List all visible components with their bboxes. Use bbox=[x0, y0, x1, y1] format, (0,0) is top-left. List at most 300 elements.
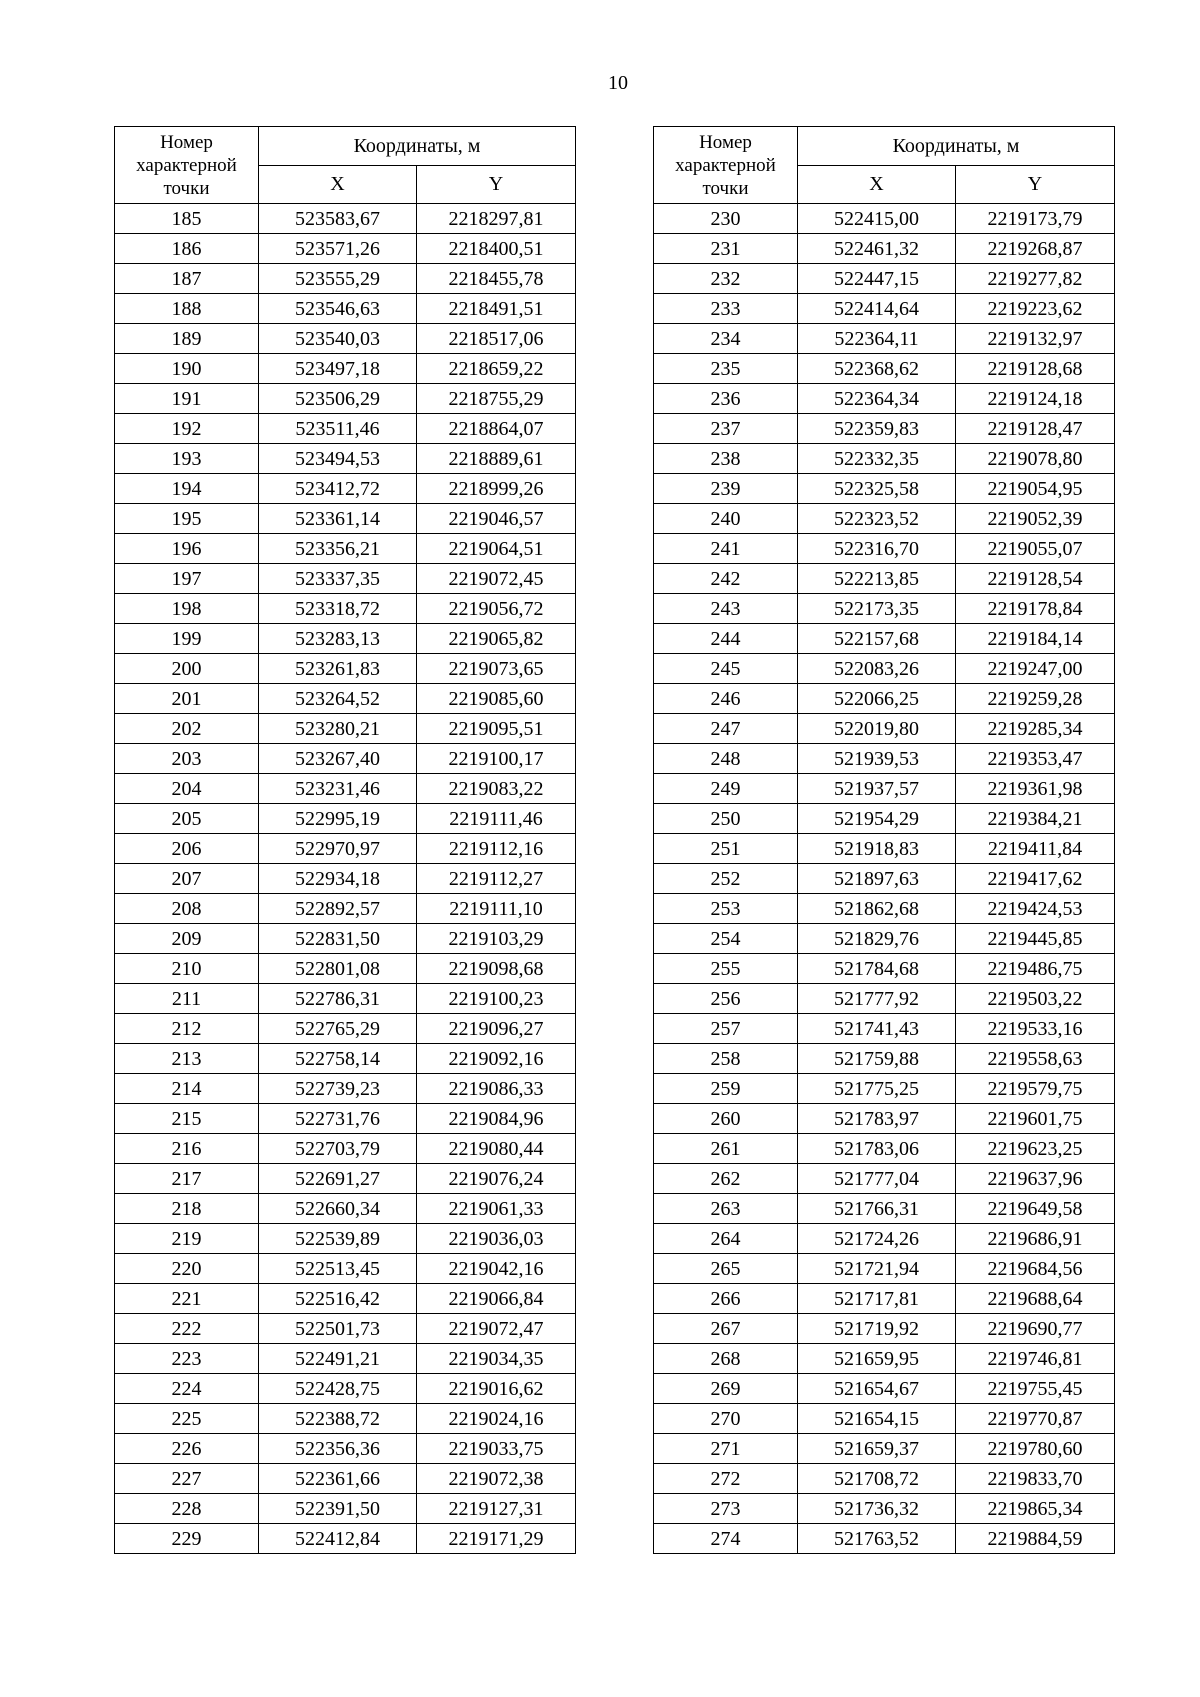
table-row bbox=[654, 1284, 1115, 1314]
x-coordinate-cell: 522213,85 bbox=[798, 564, 956, 594]
x-coordinate-cell: 522892,57 bbox=[259, 894, 417, 924]
y-coordinate-cell: 2219178,84 bbox=[956, 594, 1115, 624]
y-coordinate-cell: 2219112,27 bbox=[417, 864, 576, 894]
x-coordinate-cell: 521724,26 bbox=[798, 1224, 956, 1254]
point-number-cell: 224 bbox=[115, 1374, 259, 1404]
point-number-cell: 273 bbox=[654, 1494, 798, 1524]
coordinates-table-left bbox=[114, 126, 576, 1554]
y-coordinate-cell: 2219092,16 bbox=[417, 1044, 576, 1074]
table-row bbox=[654, 1254, 1115, 1284]
point-number-cell: 266 bbox=[654, 1284, 798, 1314]
point-number-header: Номер характерной точки bbox=[654, 127, 798, 204]
table-row bbox=[115, 1074, 576, 1104]
y-coordinate-cell: 2219084,96 bbox=[417, 1104, 576, 1134]
x-coordinate-cell: 522786,31 bbox=[259, 984, 417, 1014]
x-coordinate-cell: 522461,32 bbox=[798, 234, 956, 264]
point-number-cell: 227 bbox=[115, 1464, 259, 1494]
point-number-cell: 267 bbox=[654, 1314, 798, 1344]
table-row bbox=[115, 474, 576, 504]
x-coordinate-cell: 522332,35 bbox=[798, 444, 956, 474]
y-coordinate-cell: 2219111,10 bbox=[417, 894, 576, 924]
table-row bbox=[654, 504, 1115, 534]
point-number-cell: 230 bbox=[654, 204, 798, 234]
point-number-cell: 219 bbox=[115, 1224, 259, 1254]
y-coordinate-cell: 2219111,46 bbox=[417, 804, 576, 834]
x-coordinate-cell: 523318,72 bbox=[259, 594, 417, 624]
y-coordinate-cell: 2219601,75 bbox=[956, 1104, 1115, 1134]
y-coordinate-cell: 2219034,35 bbox=[417, 1344, 576, 1374]
y-coordinate-cell: 2218864,07 bbox=[417, 414, 576, 444]
y-coordinate-cell: 2219064,51 bbox=[417, 534, 576, 564]
table-row bbox=[115, 624, 576, 654]
table-row bbox=[115, 1014, 576, 1044]
x-coordinate-cell: 522758,14 bbox=[259, 1044, 417, 1074]
point-number-cell: 211 bbox=[115, 984, 259, 1014]
table-row bbox=[654, 774, 1115, 804]
x-coordinate-cell: 522765,29 bbox=[259, 1014, 417, 1044]
x-coordinate-cell: 523231,46 bbox=[259, 774, 417, 804]
y-coordinate-cell: 2219746,81 bbox=[956, 1344, 1115, 1374]
point-number-cell: 200 bbox=[115, 654, 259, 684]
point-number-cell: 249 bbox=[654, 774, 798, 804]
y-coordinate-cell: 2219865,34 bbox=[956, 1494, 1115, 1524]
x-coordinate-cell: 522083,26 bbox=[798, 654, 956, 684]
table-row bbox=[115, 354, 576, 384]
table-row bbox=[654, 1494, 1115, 1524]
x-coordinate-cell: 521775,25 bbox=[798, 1074, 956, 1104]
point-number-cell: 209 bbox=[115, 924, 259, 954]
point-number-cell: 213 bbox=[115, 1044, 259, 1074]
x-coordinate-cell: 521708,72 bbox=[798, 1464, 956, 1494]
point-number-cell: 207 bbox=[115, 864, 259, 894]
x-header: X bbox=[798, 165, 956, 204]
table-row bbox=[115, 804, 576, 834]
point-number-cell: 212 bbox=[115, 1014, 259, 1044]
y-coordinate-cell: 2219690,77 bbox=[956, 1314, 1115, 1344]
point-number-cell: 198 bbox=[115, 594, 259, 624]
y-coordinate-cell: 2219128,68 bbox=[956, 354, 1115, 384]
point-number-cell: 258 bbox=[654, 1044, 798, 1074]
y-coordinate-cell: 2219085,60 bbox=[417, 684, 576, 714]
table-row bbox=[654, 324, 1115, 354]
x-coordinate-cell: 521954,29 bbox=[798, 804, 956, 834]
y-coordinate-cell: 2219353,47 bbox=[956, 744, 1115, 774]
table-row bbox=[654, 354, 1115, 384]
point-number-cell: 233 bbox=[654, 294, 798, 324]
x-coordinate-cell: 522691,27 bbox=[259, 1164, 417, 1194]
x-coordinate-cell: 522428,75 bbox=[259, 1374, 417, 1404]
x-coordinate-cell: 521763,52 bbox=[798, 1524, 956, 1554]
point-number-cell: 185 bbox=[115, 204, 259, 234]
y-coordinate-cell: 2219411,84 bbox=[956, 834, 1115, 864]
table-row bbox=[115, 384, 576, 414]
table-row bbox=[115, 444, 576, 474]
y-coordinate-cell: 2219066,84 bbox=[417, 1284, 576, 1314]
y-coordinate-cell: 2219884,59 bbox=[956, 1524, 1115, 1554]
x-coordinate-cell: 523337,35 bbox=[259, 564, 417, 594]
table-row bbox=[115, 1404, 576, 1434]
x-coordinate-cell: 521939,53 bbox=[798, 744, 956, 774]
y-coordinate-cell: 2219285,34 bbox=[956, 714, 1115, 744]
point-number-cell: 268 bbox=[654, 1344, 798, 1374]
table-row bbox=[115, 894, 576, 924]
point-number-cell: 247 bbox=[654, 714, 798, 744]
table-row bbox=[654, 1224, 1115, 1254]
x-coordinate-cell: 522361,66 bbox=[259, 1464, 417, 1494]
y-coordinate-cell: 2218455,78 bbox=[417, 264, 576, 294]
x-coordinate-cell: 523511,46 bbox=[259, 414, 417, 444]
x-coordinate-cell: 523540,03 bbox=[259, 324, 417, 354]
y-coordinate-cell: 2219024,16 bbox=[417, 1404, 576, 1434]
point-number-cell: 270 bbox=[654, 1404, 798, 1434]
coordinates-table-right bbox=[653, 126, 1115, 1554]
table-row bbox=[654, 1374, 1115, 1404]
point-number-cell: 215 bbox=[115, 1104, 259, 1134]
point-number-cell: 238 bbox=[654, 444, 798, 474]
point-number-cell: 263 bbox=[654, 1194, 798, 1224]
table-row bbox=[115, 264, 576, 294]
point-number-cell: 218 bbox=[115, 1194, 259, 1224]
y-coordinate-cell: 2219100,17 bbox=[417, 744, 576, 774]
y-coordinate-cell: 2219080,44 bbox=[417, 1134, 576, 1164]
x-coordinate-cell: 521783,06 bbox=[798, 1134, 956, 1164]
x-coordinate-cell: 523267,40 bbox=[259, 744, 417, 774]
table-row bbox=[654, 1434, 1115, 1464]
table-row bbox=[654, 204, 1115, 234]
y-coordinate-cell: 2219623,25 bbox=[956, 1134, 1115, 1164]
x-coordinate-cell: 521937,57 bbox=[798, 774, 956, 804]
x-coordinate-cell: 523280,21 bbox=[259, 714, 417, 744]
x-coordinate-cell: 522388,72 bbox=[259, 1404, 417, 1434]
table-row bbox=[654, 1104, 1115, 1134]
y-coordinate-cell: 2219076,24 bbox=[417, 1164, 576, 1194]
point-number-cell: 223 bbox=[115, 1344, 259, 1374]
y-coordinate-cell: 2219688,64 bbox=[956, 1284, 1115, 1314]
x-coordinate-cell: 522173,35 bbox=[798, 594, 956, 624]
table-row bbox=[115, 1314, 576, 1344]
y-coordinate-cell: 2219558,63 bbox=[956, 1044, 1115, 1074]
y-header: Y bbox=[956, 165, 1115, 204]
y-coordinate-cell: 2219046,57 bbox=[417, 504, 576, 534]
table-row bbox=[654, 654, 1115, 684]
table-row bbox=[654, 384, 1115, 414]
table-row bbox=[654, 624, 1115, 654]
x-coordinate-cell: 521741,43 bbox=[798, 1014, 956, 1044]
y-coordinate-cell: 2219072,45 bbox=[417, 564, 576, 594]
point-number-cell: 251 bbox=[654, 834, 798, 864]
point-number-cell: 214 bbox=[115, 1074, 259, 1104]
table-row bbox=[654, 474, 1115, 504]
y-coordinate-cell: 2219056,72 bbox=[417, 594, 576, 624]
x-coordinate-cell: 522801,08 bbox=[259, 954, 417, 984]
table-row bbox=[654, 684, 1115, 714]
x-coordinate-cell: 521918,83 bbox=[798, 834, 956, 864]
point-number-cell: 186 bbox=[115, 234, 259, 264]
y-coordinate-cell: 2219124,18 bbox=[956, 384, 1115, 414]
y-coordinate-cell: 2219637,96 bbox=[956, 1164, 1115, 1194]
y-coordinate-cell: 2219247,00 bbox=[956, 654, 1115, 684]
y-coordinate-cell: 2219086,33 bbox=[417, 1074, 576, 1104]
point-number-cell: 260 bbox=[654, 1104, 798, 1134]
x-header: X bbox=[259, 165, 417, 204]
table-row bbox=[115, 1494, 576, 1524]
y-coordinate-cell: 2219061,33 bbox=[417, 1194, 576, 1224]
x-coordinate-cell: 521736,32 bbox=[798, 1494, 956, 1524]
y-coordinate-cell: 2219095,51 bbox=[417, 714, 576, 744]
x-coordinate-cell: 522019,80 bbox=[798, 714, 956, 744]
x-coordinate-cell: 521721,94 bbox=[798, 1254, 956, 1284]
y-coordinate-cell: 2219686,91 bbox=[956, 1224, 1115, 1254]
x-coordinate-cell: 521717,81 bbox=[798, 1284, 956, 1314]
point-number-cell: 257 bbox=[654, 1014, 798, 1044]
point-number-cell: 201 bbox=[115, 684, 259, 714]
y-coordinate-cell: 2219533,16 bbox=[956, 1014, 1115, 1044]
x-coordinate-cell: 521862,68 bbox=[798, 894, 956, 924]
x-coordinate-cell: 522934,18 bbox=[259, 864, 417, 894]
y-coordinate-cell: 2219755,45 bbox=[956, 1374, 1115, 1404]
table-row bbox=[115, 234, 576, 264]
x-coordinate-cell: 523494,53 bbox=[259, 444, 417, 474]
point-number-cell: 261 bbox=[654, 1134, 798, 1164]
y-coordinate-cell: 2218400,51 bbox=[417, 234, 576, 264]
table-row bbox=[115, 534, 576, 564]
x-coordinate-cell: 521829,76 bbox=[798, 924, 956, 954]
point-number-cell: 246 bbox=[654, 684, 798, 714]
x-coordinate-cell: 522412,84 bbox=[259, 1524, 417, 1554]
x-coordinate-cell: 523546,63 bbox=[259, 294, 417, 324]
y-coordinate-cell: 2218889,61 bbox=[417, 444, 576, 474]
y-coordinate-cell: 2219384,21 bbox=[956, 804, 1115, 834]
point-number-cell: 243 bbox=[654, 594, 798, 624]
x-coordinate-cell: 523283,13 bbox=[259, 624, 417, 654]
x-coordinate-cell: 522391,50 bbox=[259, 1494, 417, 1524]
point-number-cell: 194 bbox=[115, 474, 259, 504]
point-number-cell: 274 bbox=[654, 1524, 798, 1554]
table-row bbox=[654, 1044, 1115, 1074]
y-coordinate-cell: 2219128,47 bbox=[956, 414, 1115, 444]
table-row bbox=[115, 1044, 576, 1074]
table-row bbox=[654, 1134, 1115, 1164]
table-row bbox=[654, 264, 1115, 294]
y-coordinate-cell: 2219184,14 bbox=[956, 624, 1115, 654]
y-coordinate-cell: 2219127,31 bbox=[417, 1494, 576, 1524]
x-coordinate-cell: 523264,52 bbox=[259, 684, 417, 714]
x-coordinate-cell: 522356,36 bbox=[259, 1434, 417, 1464]
point-number-cell: 192 bbox=[115, 414, 259, 444]
table-row bbox=[115, 564, 576, 594]
x-coordinate-cell: 522731,76 bbox=[259, 1104, 417, 1134]
table-row bbox=[654, 534, 1115, 564]
x-coordinate-cell: 522703,79 bbox=[259, 1134, 417, 1164]
table-row bbox=[115, 1164, 576, 1194]
x-coordinate-cell: 522513,45 bbox=[259, 1254, 417, 1284]
y-coordinate-cell: 2219684,56 bbox=[956, 1254, 1115, 1284]
point-number-cell: 245 bbox=[654, 654, 798, 684]
x-coordinate-cell: 522970,97 bbox=[259, 834, 417, 864]
y-coordinate-cell: 2219016,62 bbox=[417, 1374, 576, 1404]
y-coordinate-cell: 2218517,06 bbox=[417, 324, 576, 354]
table-row bbox=[115, 1374, 576, 1404]
table-row bbox=[115, 1254, 576, 1284]
coordinates-header: Координаты, м bbox=[259, 127, 576, 166]
point-number-cell: 206 bbox=[115, 834, 259, 864]
x-coordinate-cell: 521659,37 bbox=[798, 1434, 956, 1464]
y-coordinate-cell: 2219033,75 bbox=[417, 1434, 576, 1464]
x-coordinate-cell: 521897,63 bbox=[798, 864, 956, 894]
y-coordinate-cell: 2219223,62 bbox=[956, 294, 1115, 324]
x-coordinate-cell: 521766,31 bbox=[798, 1194, 956, 1224]
y-coordinate-cell: 2219649,58 bbox=[956, 1194, 1115, 1224]
x-coordinate-cell: 523583,67 bbox=[259, 204, 417, 234]
point-number-cell: 254 bbox=[654, 924, 798, 954]
point-number-cell: 271 bbox=[654, 1434, 798, 1464]
x-coordinate-cell: 522831,50 bbox=[259, 924, 417, 954]
x-coordinate-cell: 523571,26 bbox=[259, 234, 417, 264]
table-row bbox=[654, 1314, 1115, 1344]
y-coordinate-cell: 2219054,95 bbox=[956, 474, 1115, 504]
x-coordinate-cell: 522516,42 bbox=[259, 1284, 417, 1314]
table-row bbox=[654, 234, 1115, 264]
point-number-cell: 232 bbox=[654, 264, 798, 294]
y-coordinate-cell: 2219052,39 bbox=[956, 504, 1115, 534]
point-number-cell: 216 bbox=[115, 1134, 259, 1164]
table-row bbox=[654, 804, 1115, 834]
point-number-cell: 248 bbox=[654, 744, 798, 774]
x-coordinate-cell: 521654,67 bbox=[798, 1374, 956, 1404]
y-coordinate-cell: 2219173,79 bbox=[956, 204, 1115, 234]
x-coordinate-cell: 522491,21 bbox=[259, 1344, 417, 1374]
point-number-cell: 220 bbox=[115, 1254, 259, 1284]
point-number-cell: 199 bbox=[115, 624, 259, 654]
point-number-cell: 250 bbox=[654, 804, 798, 834]
y-coordinate-cell: 2219259,28 bbox=[956, 684, 1115, 714]
x-coordinate-cell: 522414,64 bbox=[798, 294, 956, 324]
table-row bbox=[654, 744, 1115, 774]
page-number: 10 bbox=[608, 72, 628, 94]
y-coordinate-cell: 2218659,22 bbox=[417, 354, 576, 384]
y-coordinate-cell: 2219100,23 bbox=[417, 984, 576, 1014]
point-number-cell: 196 bbox=[115, 534, 259, 564]
x-coordinate-cell: 522364,11 bbox=[798, 324, 956, 354]
point-number-cell: 204 bbox=[115, 774, 259, 804]
table-row bbox=[654, 444, 1115, 474]
point-number-cell: 226 bbox=[115, 1434, 259, 1464]
point-number-cell: 217 bbox=[115, 1164, 259, 1194]
x-coordinate-cell: 521783,97 bbox=[798, 1104, 956, 1134]
y-coordinate-cell: 2219268,87 bbox=[956, 234, 1115, 264]
x-coordinate-cell: 522359,83 bbox=[798, 414, 956, 444]
y-coordinate-cell: 2219417,62 bbox=[956, 864, 1115, 894]
y-coordinate-cell: 2219445,85 bbox=[956, 924, 1115, 954]
coordinates-header: Координаты, м bbox=[798, 127, 1115, 166]
point-number-cell: 252 bbox=[654, 864, 798, 894]
x-coordinate-cell: 522066,25 bbox=[798, 684, 956, 714]
point-number-cell: 241 bbox=[654, 534, 798, 564]
table-row bbox=[115, 864, 576, 894]
y-coordinate-cell: 2219103,29 bbox=[417, 924, 576, 954]
x-coordinate-cell: 521777,04 bbox=[798, 1164, 956, 1194]
y-coordinate-cell: 2219083,22 bbox=[417, 774, 576, 804]
point-number-cell: 202 bbox=[115, 714, 259, 744]
y-coordinate-cell: 2219486,75 bbox=[956, 954, 1115, 984]
x-coordinate-cell: 522368,62 bbox=[798, 354, 956, 384]
x-coordinate-cell: 522995,19 bbox=[259, 804, 417, 834]
x-coordinate-cell: 521659,95 bbox=[798, 1344, 956, 1374]
table-row bbox=[115, 1344, 576, 1374]
x-coordinate-cell: 523412,72 bbox=[259, 474, 417, 504]
y-coordinate-cell: 2219072,38 bbox=[417, 1464, 576, 1494]
point-number-cell: 256 bbox=[654, 984, 798, 1014]
y-coordinate-cell: 2219277,82 bbox=[956, 264, 1115, 294]
table-row bbox=[654, 414, 1115, 444]
table-row bbox=[654, 1344, 1115, 1374]
table-row bbox=[654, 1074, 1115, 1104]
point-number-cell: 203 bbox=[115, 744, 259, 774]
table-row bbox=[654, 894, 1115, 924]
point-number-cell: 197 bbox=[115, 564, 259, 594]
point-number-cell: 195 bbox=[115, 504, 259, 534]
y-coordinate-cell: 2219055,07 bbox=[956, 534, 1115, 564]
y-coordinate-cell: 2219098,68 bbox=[417, 954, 576, 984]
point-number-cell: 269 bbox=[654, 1374, 798, 1404]
x-coordinate-cell: 523555,29 bbox=[259, 264, 417, 294]
table-row bbox=[654, 1014, 1115, 1044]
point-number-cell: 228 bbox=[115, 1494, 259, 1524]
point-number-cell: 242 bbox=[654, 564, 798, 594]
table-row bbox=[654, 984, 1115, 1014]
point-number-cell: 208 bbox=[115, 894, 259, 924]
x-coordinate-cell: 521719,92 bbox=[798, 1314, 956, 1344]
x-coordinate-cell: 522447,15 bbox=[798, 264, 956, 294]
y-coordinate-cell: 2219424,53 bbox=[956, 894, 1115, 924]
point-number-cell: 221 bbox=[115, 1284, 259, 1314]
point-number-cell: 239 bbox=[654, 474, 798, 504]
table-row bbox=[654, 954, 1115, 984]
point-number-cell: 255 bbox=[654, 954, 798, 984]
table-row bbox=[115, 954, 576, 984]
point-number-cell: 236 bbox=[654, 384, 798, 414]
table-row bbox=[654, 834, 1115, 864]
y-coordinate-cell: 2218491,51 bbox=[417, 294, 576, 324]
x-coordinate-cell: 523506,29 bbox=[259, 384, 417, 414]
x-coordinate-cell: 522660,34 bbox=[259, 1194, 417, 1224]
x-coordinate-cell: 521777,92 bbox=[798, 984, 956, 1014]
x-coordinate-cell: 523356,21 bbox=[259, 534, 417, 564]
y-coordinate-cell: 2218755,29 bbox=[417, 384, 576, 414]
point-number-cell: 191 bbox=[115, 384, 259, 414]
y-coordinate-cell: 2219132,97 bbox=[956, 324, 1115, 354]
x-coordinate-cell: 523261,83 bbox=[259, 654, 417, 684]
table-row bbox=[115, 1434, 576, 1464]
point-number-cell: 225 bbox=[115, 1404, 259, 1434]
table-row bbox=[115, 1464, 576, 1494]
point-number-cell: 240 bbox=[654, 504, 798, 534]
y-coordinate-cell: 2219579,75 bbox=[956, 1074, 1115, 1104]
point-number-cell: 237 bbox=[654, 414, 798, 444]
point-number-header: Номер характерной точки bbox=[115, 127, 259, 204]
table-row bbox=[115, 324, 576, 354]
point-number-cell: 235 bbox=[654, 354, 798, 384]
y-coordinate-cell: 2218999,26 bbox=[417, 474, 576, 504]
table-row bbox=[654, 1404, 1115, 1434]
y-coordinate-cell: 2219036,03 bbox=[417, 1224, 576, 1254]
x-coordinate-cell: 522501,73 bbox=[259, 1314, 417, 1344]
point-number-cell: 244 bbox=[654, 624, 798, 654]
point-number-cell: 187 bbox=[115, 264, 259, 294]
table-row bbox=[115, 1524, 576, 1554]
y-coordinate-cell: 2219073,65 bbox=[417, 654, 576, 684]
y-coordinate-cell: 2218297,81 bbox=[417, 204, 576, 234]
